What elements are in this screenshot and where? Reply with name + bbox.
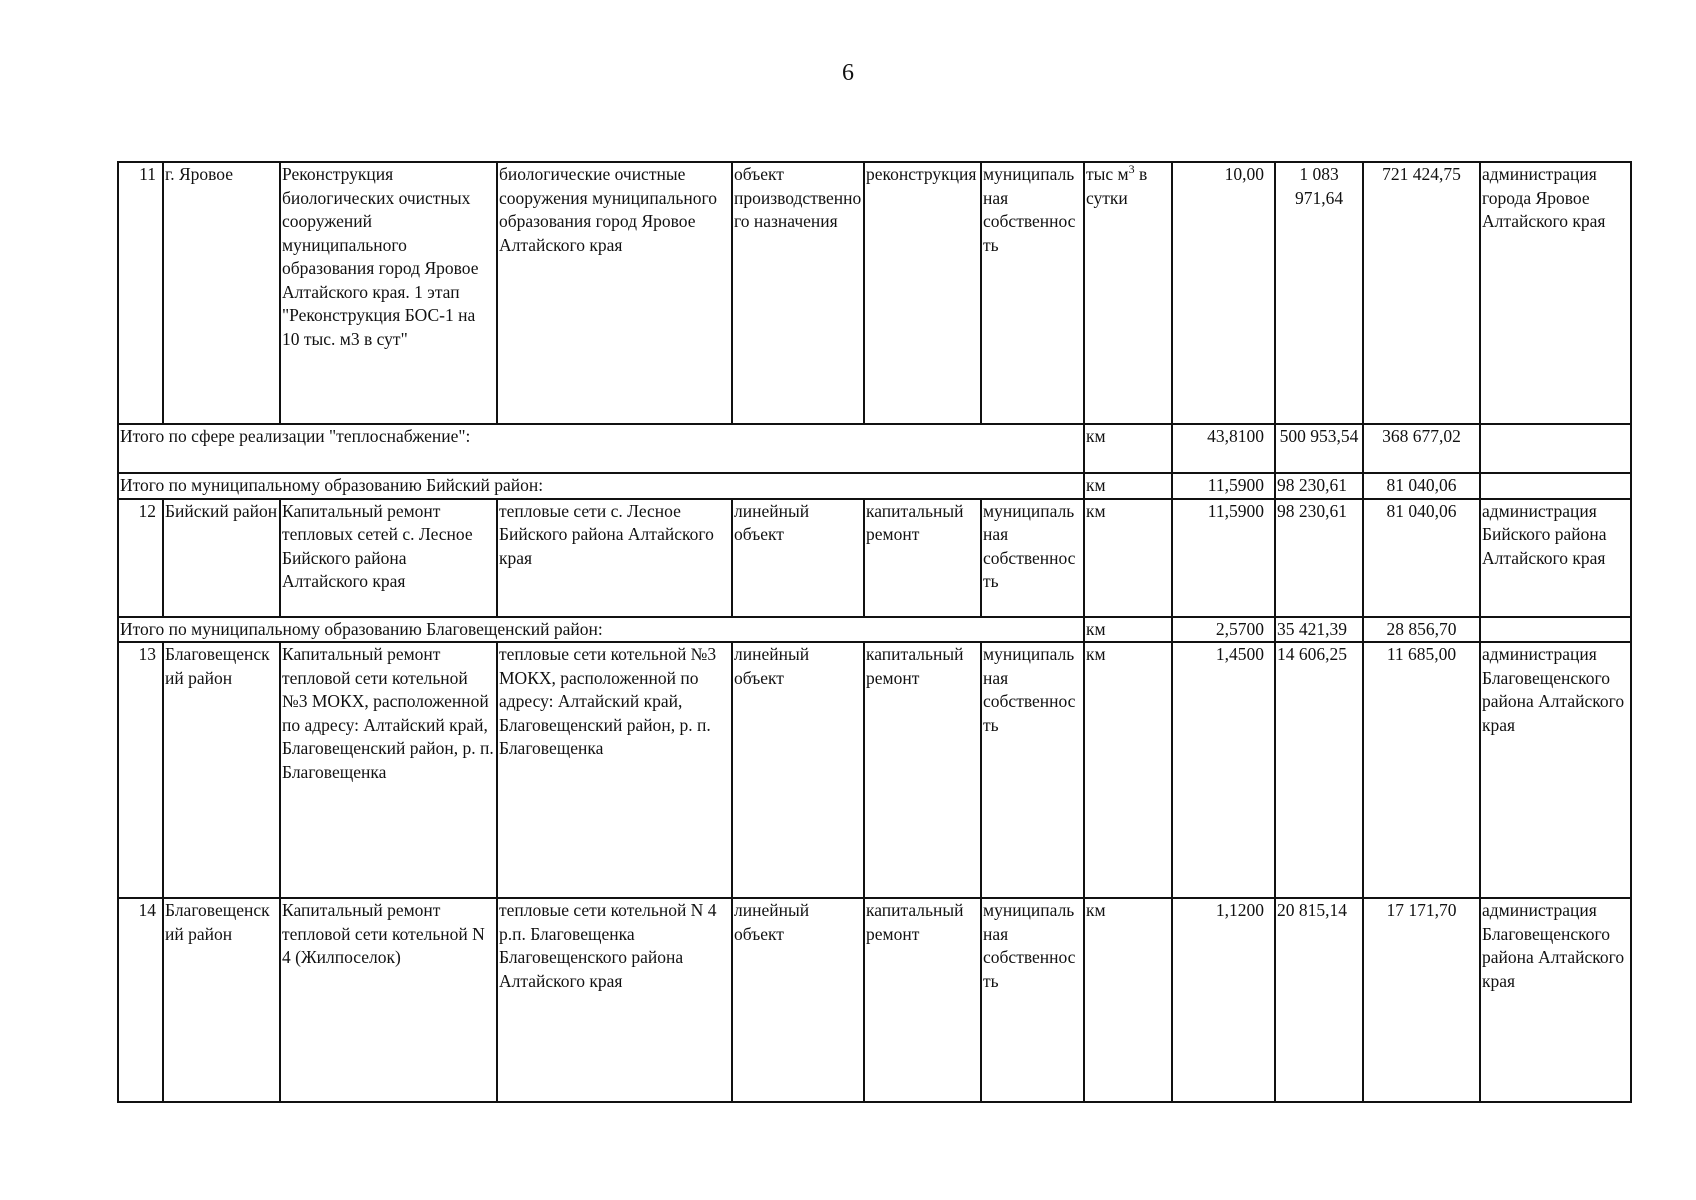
object-cell: биологические очистные сооружения муниципального образования город Яровое Алтайского края	[497, 162, 732, 424]
capacity-cell: 11,5900	[1172, 499, 1275, 617]
customer-cell: администрация Бийского района Алтайского края	[1480, 499, 1631, 617]
capacity-cell: 1,4500	[1172, 642, 1275, 898]
total-label: Итого по муниципальному образованию Благовещенский район:	[118, 617, 1084, 643]
municipality-cell: Бийский район	[163, 499, 280, 617]
work-type-cell: реконструкция	[864, 162, 981, 424]
table-row	[118, 898, 1631, 1102]
cost-part-cell: 721 424,75	[1363, 162, 1480, 424]
municipality-cell: Благовещенский район	[163, 642, 280, 898]
municipality-cell: Благовещенский район	[163, 898, 280, 1102]
total-row	[118, 617, 1631, 643]
project-cell: Капитальный ремонт тепловой сети котельной N 4 (Жилпоселок)	[280, 898, 497, 1102]
municipality-cell: г. Яровое	[163, 162, 280, 424]
cost-total-cell: 98 230,61	[1275, 473, 1363, 499]
project-cell: Капитальный ремонт тепловой сети котельной №3 МОКХ, расположенной по адресу: Алтайский край, Благовещенский район, р. п. Благовещенка	[280, 642, 497, 898]
work-type-cell: капитальный ремонт	[864, 642, 981, 898]
project-cell: Капитальный ремонт тепловых сетей с. Лесное Бийского района Алтайского края	[280, 499, 497, 617]
cost-part-cell: 11 685,00	[1363, 642, 1480, 898]
unit-cell: км	[1084, 898, 1172, 1102]
total-row	[118, 473, 1631, 499]
customer-cell	[1480, 473, 1631, 499]
object-cell: тепловые сети с. Лесное Бийского района Алтайского края	[497, 499, 732, 617]
project-cell: Реконструкция биологических очистных сооружений муниципального образования город Яровое Алтайского края. 1 этап "Реконструкция БОС-1 на 10 тыс. м3 в сут"	[280, 162, 497, 424]
cost-part-cell: 368 677,02	[1363, 424, 1480, 473]
unit-superscript: 3	[1128, 162, 1135, 177]
page-number: 6	[842, 60, 854, 86]
customer-cell	[1480, 424, 1631, 473]
table-row	[118, 499, 1631, 617]
unit-cell: км	[1084, 424, 1172, 473]
cost-part-cell: 81 040,06	[1363, 473, 1480, 499]
table-row	[118, 162, 1631, 424]
capacity-cell: 10,00	[1172, 162, 1275, 424]
total-label: Итого по муниципальному образованию Бийский район:	[118, 473, 1084, 499]
row-number: 13	[118, 642, 163, 898]
capacity-cell: 1,1200	[1172, 898, 1275, 1102]
total-label: Итого по сфере реализации "теплоснабжение":	[118, 424, 1084, 473]
row-number: 14	[118, 898, 163, 1102]
capacity-cell: 11,5900	[1172, 473, 1275, 499]
unit-cell: км	[1084, 473, 1172, 499]
customer-cell: администрация Благовещенского района Алтайского края	[1480, 898, 1631, 1102]
row-number: 12	[118, 499, 163, 617]
unit-base: тыс м	[1086, 164, 1129, 184]
cost-total-cell: 98 230,61	[1275, 499, 1363, 617]
capacity-cell: 2,5700	[1172, 617, 1275, 643]
customer-cell	[1480, 617, 1631, 643]
total-row	[118, 424, 1631, 473]
investment-table	[117, 161, 1632, 1103]
cost-part-cell: 28 856,70	[1363, 617, 1480, 643]
cost-part-cell: 81 040,06	[1363, 499, 1480, 617]
customer-cell: администрация города Яровое Алтайского края	[1480, 162, 1631, 424]
capacity-cell: 43,8100	[1172, 424, 1275, 473]
unit-cell: км	[1084, 617, 1172, 643]
work-type-cell: капитальный ремонт	[864, 898, 981, 1102]
cost-total-cell: 1 083 971,64	[1275, 162, 1363, 424]
ownership-cell: муниципальная собственность	[981, 162, 1084, 424]
object-type-cell: линейный объект	[732, 499, 864, 617]
ownership-cell: муниципальная собственность	[981, 499, 1084, 617]
table-row	[118, 642, 1631, 898]
object-type-cell: линейный объект	[732, 642, 864, 898]
cost-total-cell: 35 421,39	[1275, 617, 1363, 643]
unit-cell: км	[1084, 499, 1172, 617]
cost-total-cell: 500 953,54	[1275, 424, 1363, 473]
object-type-cell: линейный объект	[732, 898, 864, 1102]
customer-cell: администрация Благовещенского района Алтайского края	[1480, 642, 1631, 898]
row-number: 11	[118, 162, 163, 424]
object-cell: тепловые сети котельной №3 МОКХ, расположенной по адресу: Алтайский край, Благовещенский район, р. п. Благовещенка	[497, 642, 732, 898]
cost-total-cell: 14 606,25	[1275, 642, 1363, 898]
ownership-cell: муниципальная собственность	[981, 642, 1084, 898]
ownership-cell: муниципальная собственность	[981, 898, 1084, 1102]
unit-cell: км	[1084, 642, 1172, 898]
object-cell: тепловые сети котельной N 4 р.п. Благовещенка Благовещенского района Алтайского края	[497, 898, 732, 1102]
cost-total-cell: 20 815,14	[1275, 898, 1363, 1102]
work-type-cell: капитальный ремонт	[864, 499, 981, 617]
cost-part-cell: 17 171,70	[1363, 898, 1480, 1102]
unit-cell	[1084, 162, 1172, 424]
unit-suffix: в сутки	[1086, 164, 1148, 208]
object-type-cell: объект производственного назначения	[732, 162, 864, 424]
